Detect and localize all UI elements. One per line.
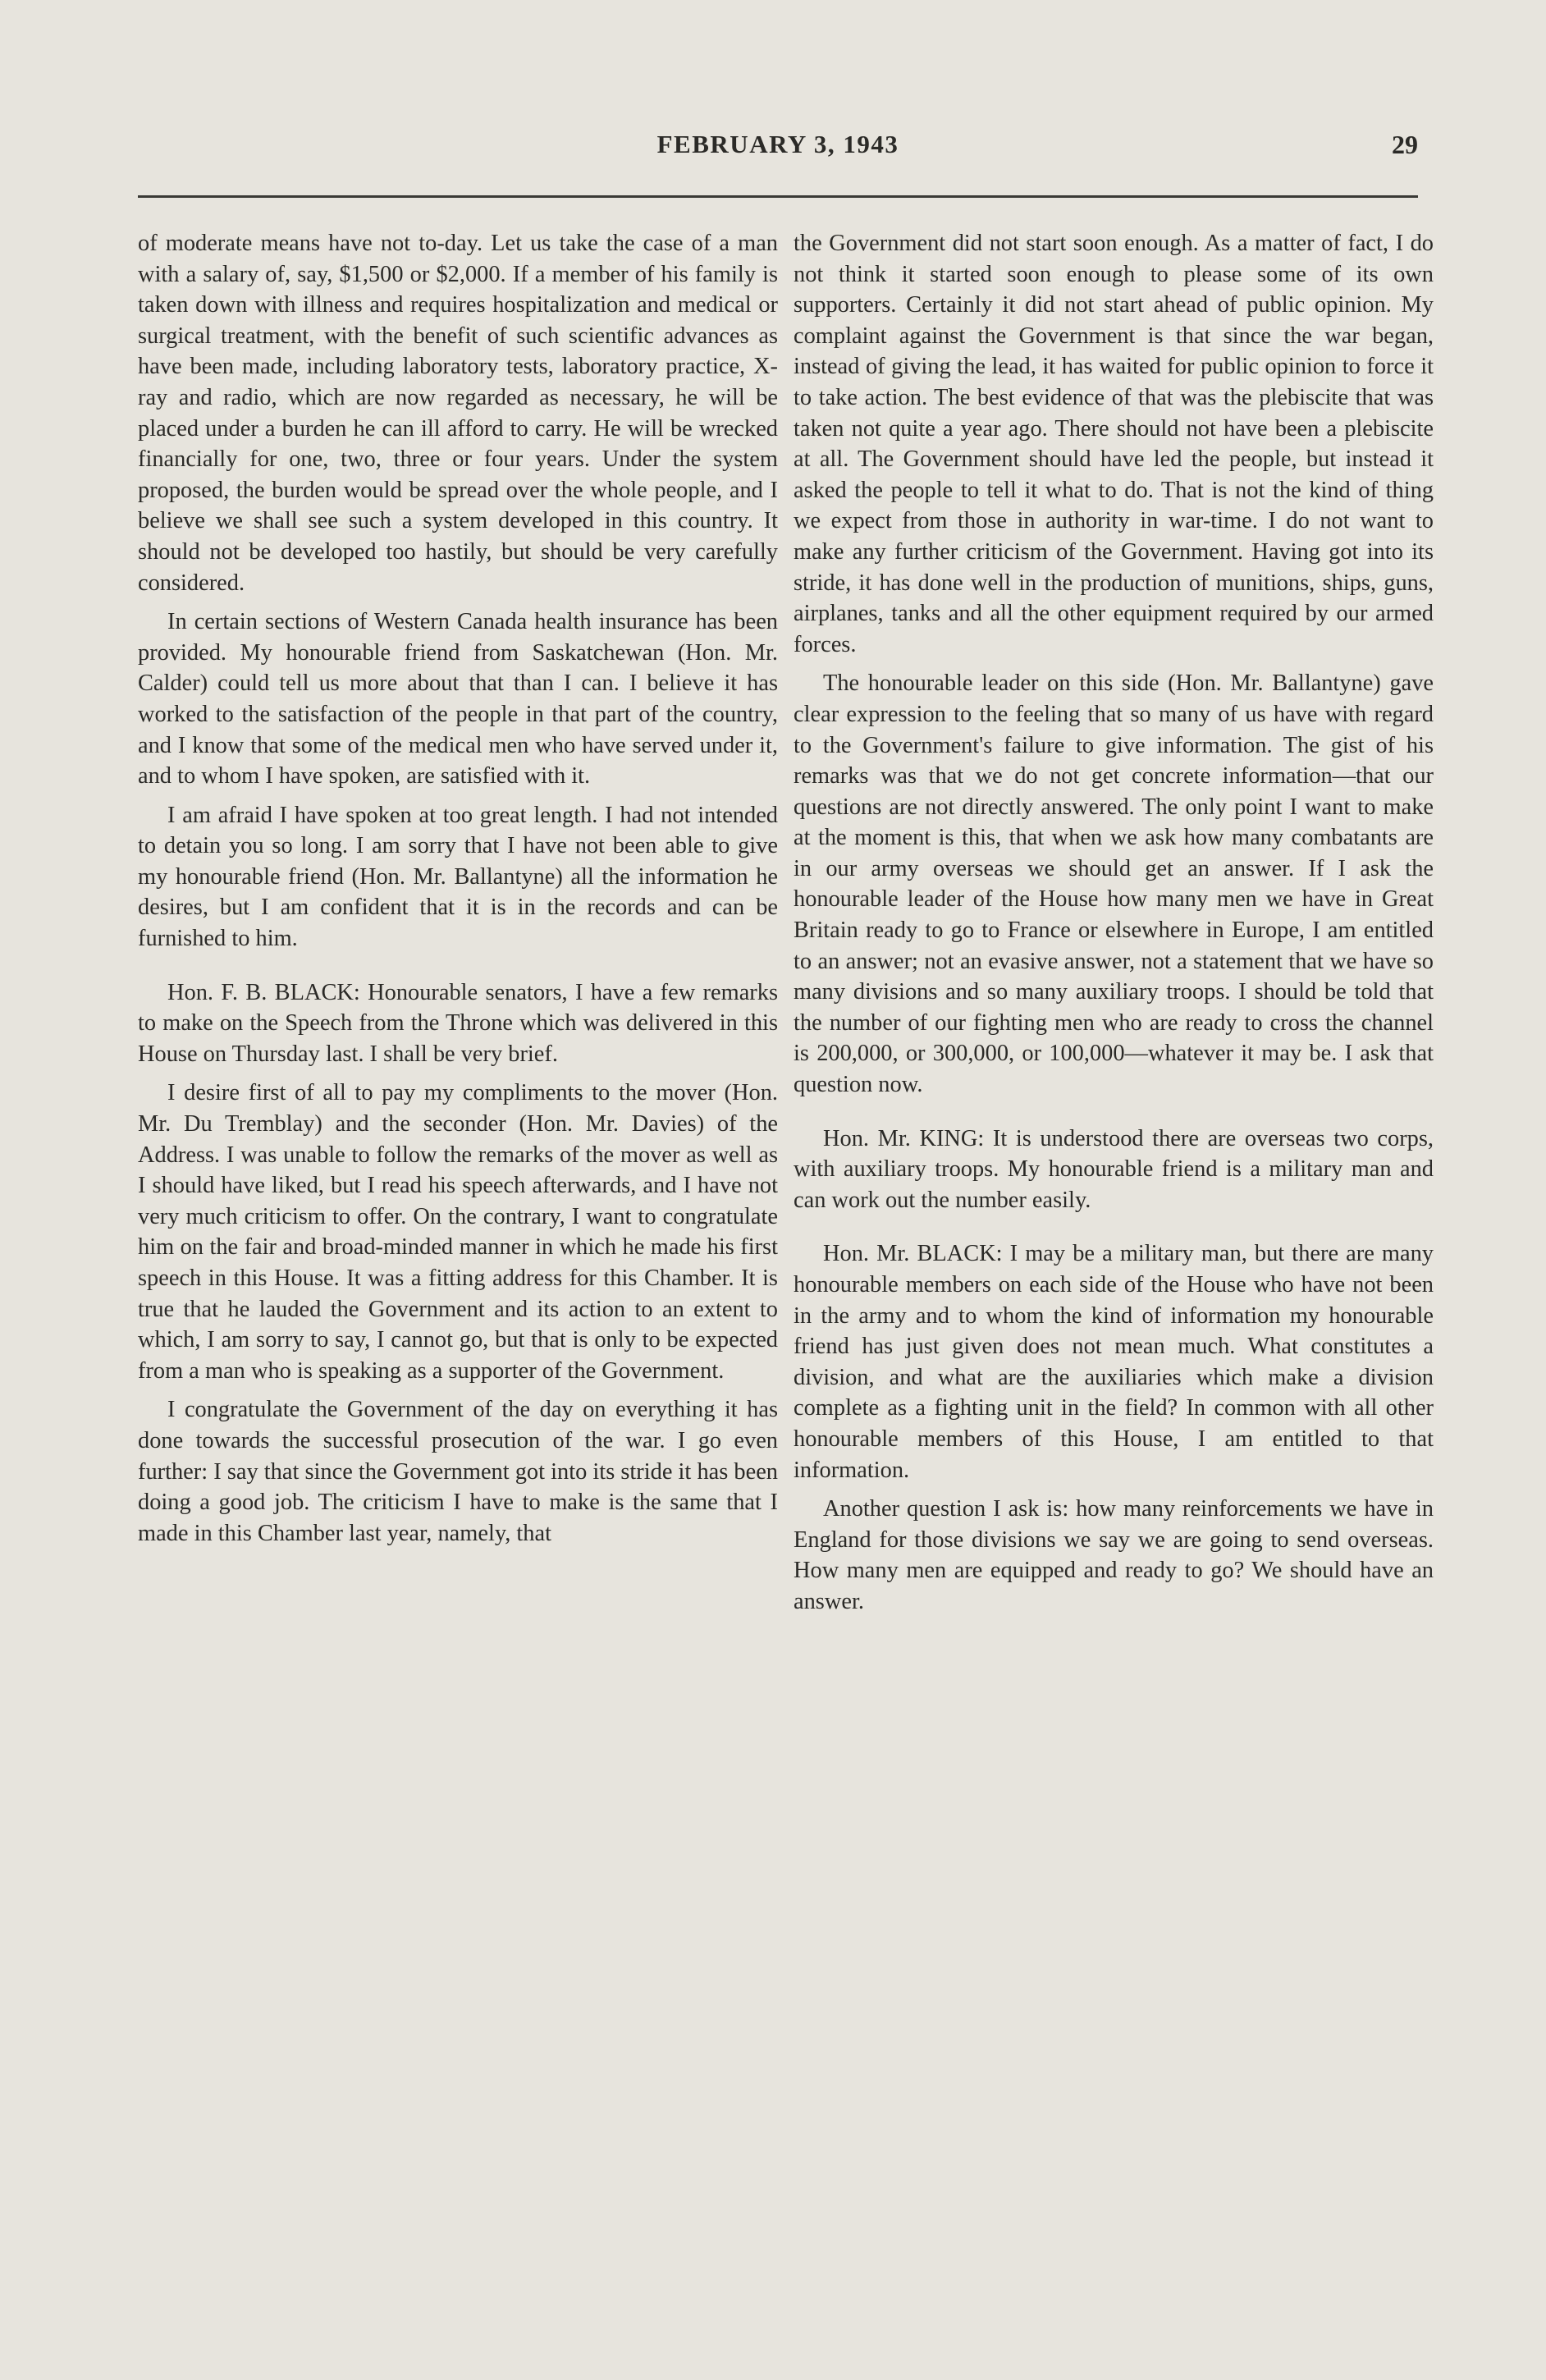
right-column xyxy=(794,228,1434,1626)
left-column xyxy=(138,228,778,1557)
page-header xyxy=(138,123,1418,189)
paragraph: I desire first of all to pay my compliments to the mover (Hon. Mr. Du Tremblay) and the seconder (Hon. Mr. Davies) of the Address. I was unable to follow the remarks of the mover as well as I should have liked, but I read his speech afterwards, and I have not very much criticism to offer. On the contrary, I want to congratulate him on the fair and broad-minded manner in which he made his first speech in this House. It was a fitting address for this Chamber. It is true that he lauded the Government and its action to an extent to which, I am sorry to say, I cannot go, but that is only to be expected from a man who is speaking as a supporter of the Government. xyxy=(138,1080,778,1384)
paragraph-speaker: Hon. F. B. BLACK: Honourable senators, I have a few remarks to make on the Speech from the Throne which was delivered in this House on Thursday last. I shall be very brief. xyxy=(138,979,778,1067)
paragraph: Another question I ask is: how many reinforcements we have in England for those divisions we say we are going to send overseas. How many men are equipped and ready to go? We should have an answer. xyxy=(794,1496,1434,1614)
paragraph-speaker: Hon. Mr. BLACK: I may be a military man, but there are many honourable members on each side of the House who have not been in the army and to whom the kind of information my honourable friend has just given does not mean much. What constitutes a division, and what are the auxiliaries which make a division complete as a fighting unit in the field? In common with all other honourable members of this House, I am entitled to that information. xyxy=(794,1241,1434,1483)
paragraph: the Government did not start soon enough. As a matter of fact, I do not think it started soon enough to please some of its own supporters. Certainly it did not start ahead of public opinion. My complaint against the Government is that since the war began, instead of giving the lead, it has waited for public opinion to force it to take action. The best evidence of that was the plebiscite that was taken not quite a year ago. There should not have been a plebiscite at all. The Government should have led the people, but instead it asked the people to tell it what to do. That is not the kind of thing we expect from those in authority in war-time. I do not want to make any further criticism of the Government. Having got into its stride, it has done well in the production of munitions, ships, guns, airplanes, tanks and all the other equipment required by our armed forces. xyxy=(794,231,1434,657)
paragraph: The honourable leader on this side (Hon. Mr. Ballantyne) gave clear expression to the feeling that so many of us have with regard to the Government's failure to give information. The gist of his remarks was that we do not get concrete information—that our questions are not directly answered. The only point I want to make at the moment is this, that when we ask how many combatants are in our army overseas we should get an answer. If I ask the honourable leader of the House how many men we have in Great Britain ready to go to France or elsewhere in Europe, I am entitled to an answer; not an evasive answer, not a statement that we have so many divisions and so many auxiliary troops. I should be told that the number of our fighting men who are ready to cross the channel is 200,000, or 300,000, or 100,000—whatever it may be. I ask that question now. xyxy=(794,671,1434,1098)
paragraph: I congratulate the Government of the day on everything it has done towards the successful prosecution of the war. I go even further: I say that since the Government got into its stride it has been doing a good job. The criticism I have to make is the same that I made in this Chamber last year, namely, that xyxy=(138,1397,778,1546)
paragraph: In certain sections of Western Canada health insurance has been provided. My honourable friend from Saskatchewan (Hon. Mr. Calder) could tell us more about that than I can. I believe it has worked to the satisfaction of the people in that part of the country, and I know that some of the medical men who have served under it, and to whom I have spoken, are satisfied with it. xyxy=(138,609,778,790)
header-date: FEBRUARY 3, 1943 xyxy=(656,130,899,158)
page-number: 29 xyxy=(1392,130,1418,159)
paragraph-speaker: Hon. Mr. KING: It is understood there are overseas two corps, with auxiliary troops. My honourable friend is a military man and can work out the number easily. xyxy=(794,1125,1434,1213)
header-rule xyxy=(138,195,1418,198)
paragraph: of moderate means have not to-day. Let us take the case of a man with a salary of, say, $1,500 or $2,000. If a member of his family is taken down with illness and requires hospitalization and medical or surgical treatment, with the benefit of such scientific advances as have been made, including laboratory tests, laboratory practice, X-ray and radio, which are now regarded as necessary, he will be placed under a burden he can ill afford to carry. He will be wrecked financially for one, two, three or four years. Under the system proposed, the burden would be spread over the whole people, and I believe we shall see such a system developed in this country. It should not be developed too hastily, but should be very carefully considered. xyxy=(138,231,778,596)
paragraph: I am afraid I have spoken at too great length. I had not intended to detain you so long. I am sorry that I have not been able to give my honourable friend (Hon. Mr. Ballantyne) all the information he desires, but I am confident that it is in the records and can be furnished to him. xyxy=(138,802,778,952)
